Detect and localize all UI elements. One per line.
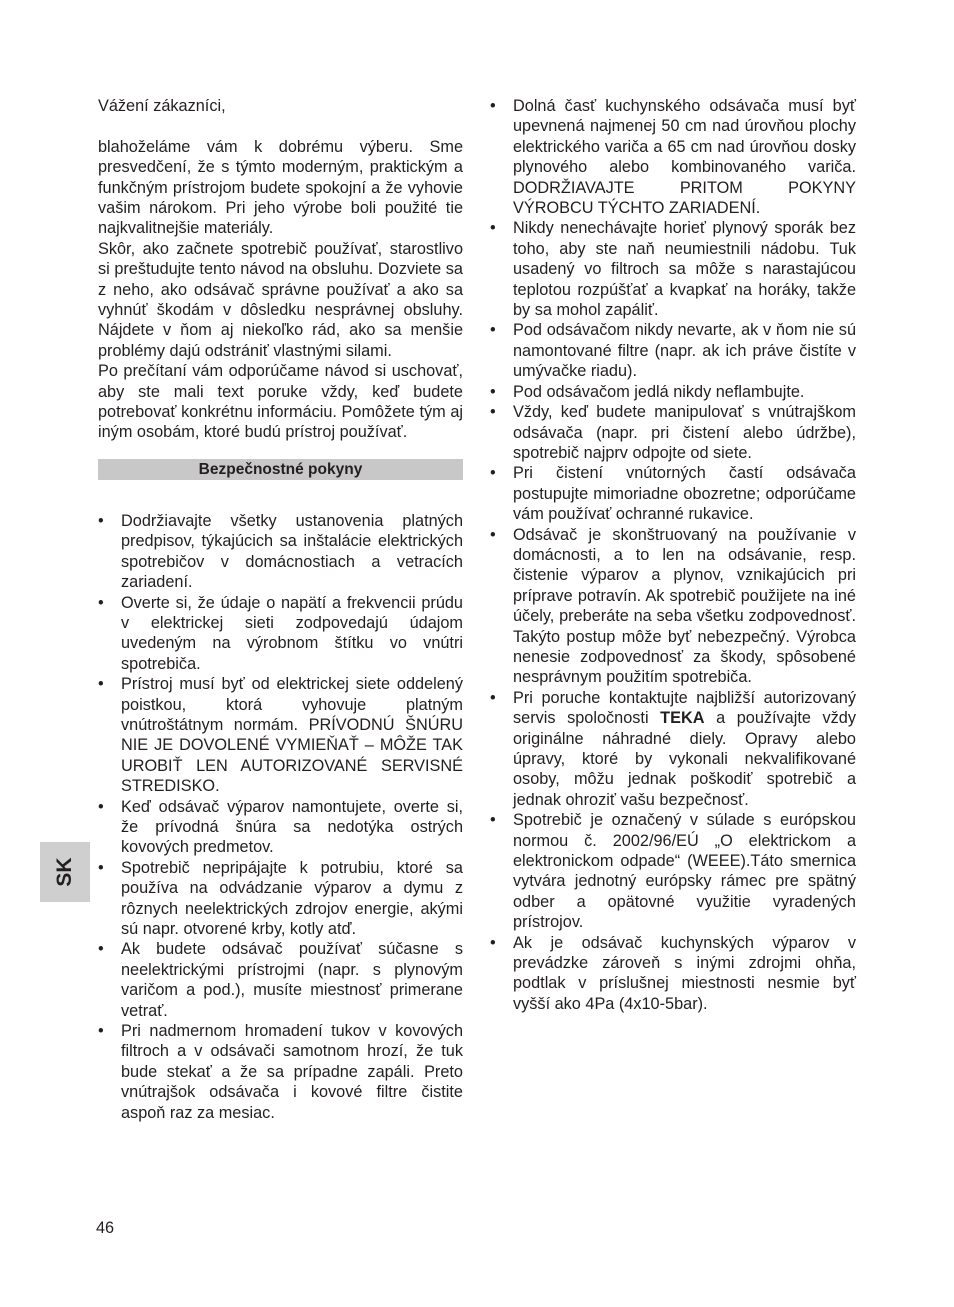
list-item	[98, 858, 463, 940]
intro-paragraph: Po prečítaní vám odporúčame návod si uschovať, aby ste mali text poruke vždy, keď budete potrebovať konkrétnu informáciu. Pomôžete tým aj iným osobám, ktoré budú prístroj používať.	[98, 362, 463, 442]
language-tab	[40, 842, 90, 902]
list-item-text: Pri nadmernom hromadení tukov v kovových filtroch a v odsávači samotnom hrozí, že tuk bude stekať a že sa prípadne zapáli. Preto vnútrajšok odsávača i kovové filtre čistite aspoň raz za mesiac.	[121, 1022, 463, 1122]
list-item	[490, 320, 856, 381]
list-item-text: Spotrebič nepripájajte k potrubiu, ktoré sa používa na odvádzanie výparov a dymu z rôznych neelektrických zdrojov energie, akými sú napr. otvorené krby, kotly atď.	[121, 858, 463, 939]
list-item	[490, 525, 856, 688]
list-item	[98, 674, 463, 796]
bullet-icon: •	[98, 940, 104, 959]
list-item-text: Pod odsávačom jedlá nikdy neflambujte.	[513, 382, 805, 401]
bullet-icon: •	[490, 811, 496, 830]
list-item-text: Keď odsávač výparov namontujete, overte si, že prívodná šnúra sa nedotýka ostrých kovových predmetov.	[121, 797, 463, 857]
list-item-text: Ak je odsávač kuchynských výparov v prevádzke zároveň s inými zdrojmi ohňa, podtlak v príslušnej miestnosti nesmie byť vyšší ako 4Pa (4x10-5bar).	[513, 933, 856, 1013]
bullet-icon: •	[490, 688, 496, 707]
bullet-icon: •	[98, 511, 104, 530]
page-number: 46	[96, 1219, 115, 1237]
list-item-text: Pri čistení vnútorných častí odsávača postupujte mimoriadne obozretne; odporúčame vám používať ochranné rukavice.	[513, 464, 856, 524]
bullet-icon: •	[490, 464, 496, 483]
bullet-icon: •	[490, 97, 496, 115]
service-text-start: Pri poruche kontaktujte najbližší autorizovaný servis spoločnosti	[513, 688, 856, 728]
bullet-icon: •	[490, 525, 496, 544]
list-item-text	[513, 689, 856, 809]
list-item-text: Odsávač je skonštruovaný na používanie v domácnosti, a to len na odsávanie, resp. čistenie výparov a plynov, vznikajúcich pri príprave potravín. Ak spotrebič použijete na iné účely, preberáte na seba všetku zodpovednosť. Takýto postup môže byť nebezpečný. Výrobca nenesie zodpovednosť za škody, spôsobené nesprávnym použitím spotrebiča.	[513, 525, 856, 687]
language-code: SK	[53, 857, 76, 887]
bullet-icon: •	[490, 933, 496, 952]
intro-paragraph: blahoželáme vám k dobrému výberu. Sme presvedčení, že s týmto moderným, praktickým a funkčným prístrojom budete spokojní a že vyhovie vašim nárokom. Pri jeho výrobe boli použité tie najkvalitnejšie materiály.	[98, 137, 463, 238]
right-bullet-list	[490, 96, 856, 1014]
bullet-icon: •	[98, 1022, 104, 1041]
bullet-icon: •	[490, 219, 496, 238]
list-item-text: Spotrebič je označený v súlade s európskou normou č. 2002/96/EÚ „O elektrickom a elektronickom odpade“ (WEEE).Táto smernica vytvára jednotný európsky rámec pre spätný odber a opätovné využitie vyradených prístrojov.	[513, 811, 856, 932]
list-item-text: Dodržiavajte všetky ustanovenia platných predpisov, týkajúcich sa inštalácie elektrických spotrebičov v domácnostiach a vetracích zariadení.	[121, 511, 463, 592]
bullet-icon: •	[490, 321, 496, 340]
section-heading: Bezpečnostné pokyny	[98, 459, 463, 480]
list-item	[98, 1021, 463, 1123]
bullet-icon: •	[98, 675, 104, 694]
brand-name: TEKA	[660, 709, 705, 728]
service-text-end: a používajte vždy originálne náhradné diely. Opravy alebo úpravy, ktoré by vykonali nekvalifikované osoby, môžu jednak poškodiť spotrebič a jednak ohroziť vašu bezpečnosť.	[513, 709, 856, 809]
list-item	[490, 810, 856, 932]
list-item	[98, 939, 463, 1021]
list-item	[490, 463, 856, 524]
bullet-icon: •	[98, 593, 104, 612]
list-item-text: Nikdy nenechávajte horieť plynový sporák bez toho, aby ste naň neumiestnili nádobu. Tuk usadený vo filtroch sa môže s narastajúcou teplotou rozpúšťať a kvapkať na horáky, takže by sa mohol zapáliť.	[513, 219, 856, 320]
bullet-icon: •	[98, 858, 104, 877]
list-item-text: Prístroj musí byť od elektrickej siete oddelený poistkou, ktorá vyhovuje platným vnútroštátnym normám. PRÍVODNÚ ŠNÚRU NIE JE DOVOLENÉ VYMIEŇAŤ – MÔŽE TAK UROBIŤ LEN AUTORIZOVANÉ SERVISNÉ STREDISKO.	[121, 675, 463, 796]
intro-paragraph: Skôr, ako začnete spotrebič používať, starostlivo si preštudujte tento návod na obsluhu. Dozviete sa z neho, ako odsávač správne používať a ako sa vyhnúť škodám v dôsledku nesprávnej obsluhy. Nájdete v ňom aj niekoľko rád, ako sa menšie problémy dajú odstrániť vlastnými silami.	[98, 239, 463, 360]
list-item-text: Vždy, keď budete manipulovať s vnútrajškom odsávača (napr. pri čistení alebo údržbe), spotrebič najprv odpojte od siete.	[513, 403, 856, 462]
bullet-icon: •	[98, 797, 104, 816]
list-item-text: Ak budete odsávač používať súčasne s neelektrickými prístrojmi (napr. s plynovým varičom a pod.), musíte miestnosť primerane vetrať.	[121, 940, 463, 1020]
list-item	[490, 402, 856, 463]
left-bullet-list	[98, 511, 463, 1123]
left-column	[98, 96, 463, 1123]
list-item	[490, 933, 856, 1015]
bullet-icon: •	[490, 403, 496, 422]
list-item-text: Overte si, že údaje o napätí a frekvencii prúdu v elektrickej sieti zodpovedajú údajom uvedeným na výrobnom štítku vo vnútri spotrebiča.	[121, 593, 463, 673]
list-item	[490, 96, 856, 218]
list-item	[98, 511, 463, 593]
list-item	[98, 797, 463, 858]
right-column	[490, 96, 856, 1014]
list-item	[490, 382, 856, 402]
list-item-text: Dolná časť kuchynského odsávača musí byť upevnená najmenej 50 cm nad úrovňou plochy elektrického variča a 65 cm nad úrovňou dosky plynového alebo kombinovaného variča. DODRŽIAVAJTE PRITOM POKYNY VÝROBCU TÝCHTO ZARIADENÍ.	[513, 97, 856, 218]
greeting: Vážení zákazníci,	[98, 97, 226, 115]
list-item	[98, 593, 463, 675]
list-item-text: Pod odsávačom nikdy nevarte, ak v ňom nie sú namontované filtre (napr. ak ich práve čistíte v umývačke riadu).	[513, 321, 856, 381]
spacer	[98, 116, 463, 136]
bullet-icon: •	[490, 382, 496, 401]
list-item	[490, 688, 856, 810]
list-item	[490, 218, 856, 320]
